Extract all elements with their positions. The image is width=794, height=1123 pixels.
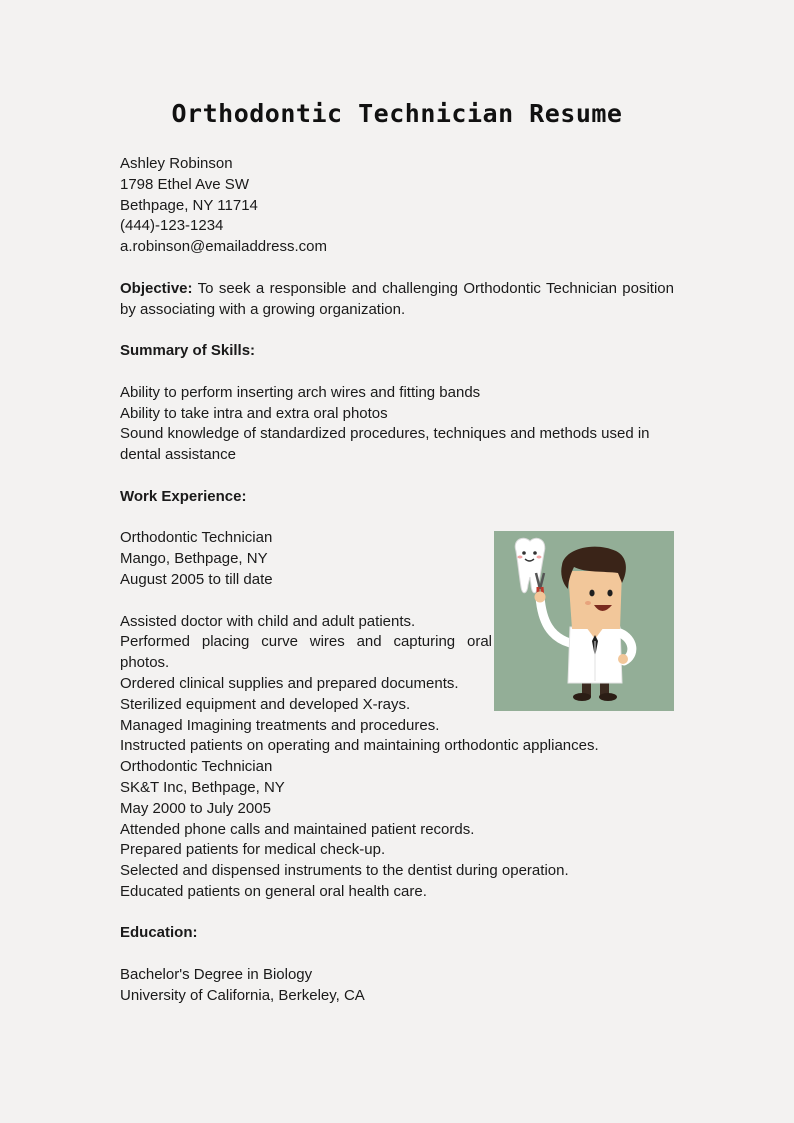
contact-city: Bethpage, NY 11714 bbox=[120, 196, 258, 214]
job-duty: Performed placing curve wires and capturing oral photos. bbox=[120, 633, 492, 672]
job-duty: Managed Imagining treatments and procedures. bbox=[120, 716, 440, 734]
skill-item: Sound knowledge of standardized procedures, techniques and methods used in dental assistance bbox=[120, 425, 650, 464]
skill-item: Ability to perform inserting arch wires and fitting bands bbox=[120, 383, 481, 401]
job-company: Mango, Bethpage, NY bbox=[120, 550, 268, 568]
objective-paragraph bbox=[120, 279, 674, 321]
education-degree: Bachelor's Degree in Biology bbox=[120, 966, 313, 984]
job-duty: Selected and dispensed instruments to the dentist during operation. bbox=[120, 862, 569, 880]
job-title: Orthodontic Technician bbox=[120, 529, 273, 547]
contact-email: a.robinson@emailaddress.com bbox=[120, 238, 327, 256]
objective-text: To seek a responsible and challenging Orthodontic Technician position by associating with a growing organization. bbox=[120, 279, 674, 318]
objective-label: Objective: bbox=[120, 279, 193, 297]
dentist-holding-tooth-icon bbox=[494, 531, 674, 711]
education-heading: Education: bbox=[120, 924, 198, 942]
job-duty: Educated patients on general oral health care. bbox=[120, 882, 427, 900]
job-dates: August 2005 to till date bbox=[120, 570, 273, 588]
job-duty: Instructed patients on operating and maintaining orthodontic appliances. bbox=[120, 737, 599, 755]
experience-heading: Work Experience: bbox=[120, 487, 247, 505]
page-title: Orthodontic Technician Resume bbox=[171, 99, 623, 128]
job-duty: Prepared patients for medical check-up. bbox=[120, 841, 386, 859]
job-duty: Assisted doctor with child and adult patients. bbox=[120, 612, 416, 630]
contact-phone: (444)-123-1234 bbox=[120, 217, 224, 235]
job-duty: Attended phone calls and maintained patient records. bbox=[120, 820, 475, 838]
contact-name: Ashley Robinson bbox=[120, 155, 233, 172]
job-dates: May 2000 to July 2005 bbox=[120, 799, 271, 817]
skills-heading: Summary of Skills: bbox=[120, 342, 256, 360]
contact-street: 1798 Ethel Ave SW bbox=[120, 175, 249, 193]
job-title: Orthodontic Technician bbox=[120, 758, 273, 776]
skill-item: Ability to take intra and extra oral photos bbox=[120, 404, 388, 422]
job-duty: Sterilized equipment and developed X-rays. bbox=[120, 695, 411, 713]
education-school: University of California, Berkeley, CA bbox=[120, 986, 365, 1004]
job-company: SK&T Inc, Bethpage, NY bbox=[120, 778, 285, 796]
job-duty: Ordered clinical supplies and prepared documents. bbox=[120, 674, 459, 692]
